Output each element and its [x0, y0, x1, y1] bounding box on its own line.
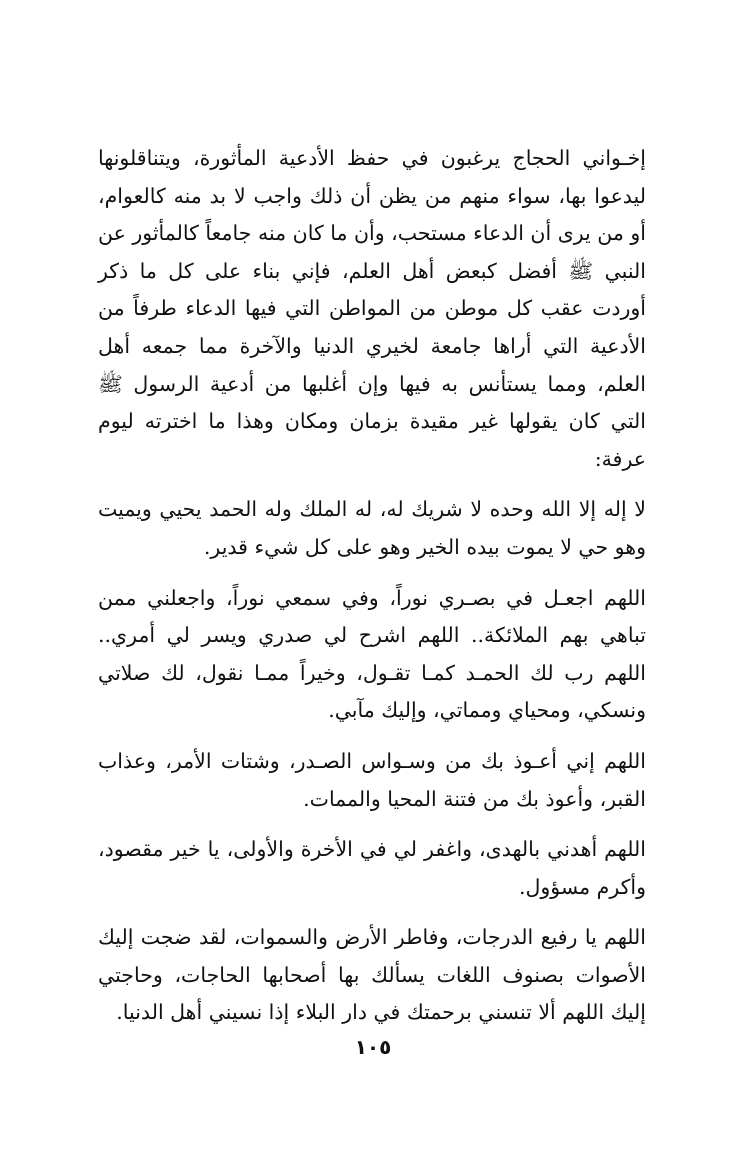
intro-paragraph: إخـواني الحجاج يرغبون في حفظ الأدعية المأثورة، ويتناقلونها ليدعوا بها، سواء منهم من يظن أن ذلك واجب لا بد منه كالعوام، أو من يرى أن الدعاء مستحب، وأن ما كان منه جامعاً كالمأثور عن النبي ﷺ أفضل كبعض أهل العلم، فإني بناء على كل ما ذكر أوردت عقب كل موطن من المواطن التي فيها الدعاء طرفاً من الأدعية التي أراها جامعة لخيري الدنيا والآخرة مما جمعه أهل العلم، ومما يستأنس به فيها وإن أغلبها من أدعية الرسول ﷺ التي كان يقولها غير مقيدة بزمان ومكان وهذا ما اخترته ليوم عرفة:	[98, 146, 646, 471]
dua-guidance: اللهم أهدني بالهدى، واغفر لي في الأخرة والأولى، يا خير مقصود، وأكرم مسؤول.	[98, 837, 646, 899]
dua-light: اللهم اجعـل في بصـري نوراً، وفي سمعي نوراً، واجعلني ممن تباهي بهم الملائكة.. اللهم اشرح لي صدري ويسر لي أمري.. اللهم رب لك الحمـد كمـا تقـول، وخيراً ممـا نقول، لك صلاتي ونسكي، ومحياي ومماتي، وإليك مآبي.	[98, 585, 646, 723]
page-number: ١٠٥	[354, 1035, 392, 1059]
dua-exalted: اللهم يا رفيع الدرجات، وفاطر الأرض والسموات، لقد ضجت إليك الأصوات بصنوف اللغات يسألك بها أصحابها الحاجات، وحاجتي إليك اللهم ألا تنسني برحمتك في دار البلاء إذا نسيني أهل الدنيا.	[98, 925, 646, 1025]
dua-tahlil: لا إله إلا الله وحده لا شريك له، له الملك وله الحمد يحيي ويميت وهو حي لا يموت بيده الخير وهو على كل شيء قدير.	[98, 497, 646, 559]
page-body	[98, 140, 646, 1032]
dua-refuge: اللهم إني أعـوذ بك من وسـواس الصـدر، وشتات الأمر، وعذاب القبر، وأعوذ بك من فتنة المحيا والممات.	[98, 748, 646, 811]
